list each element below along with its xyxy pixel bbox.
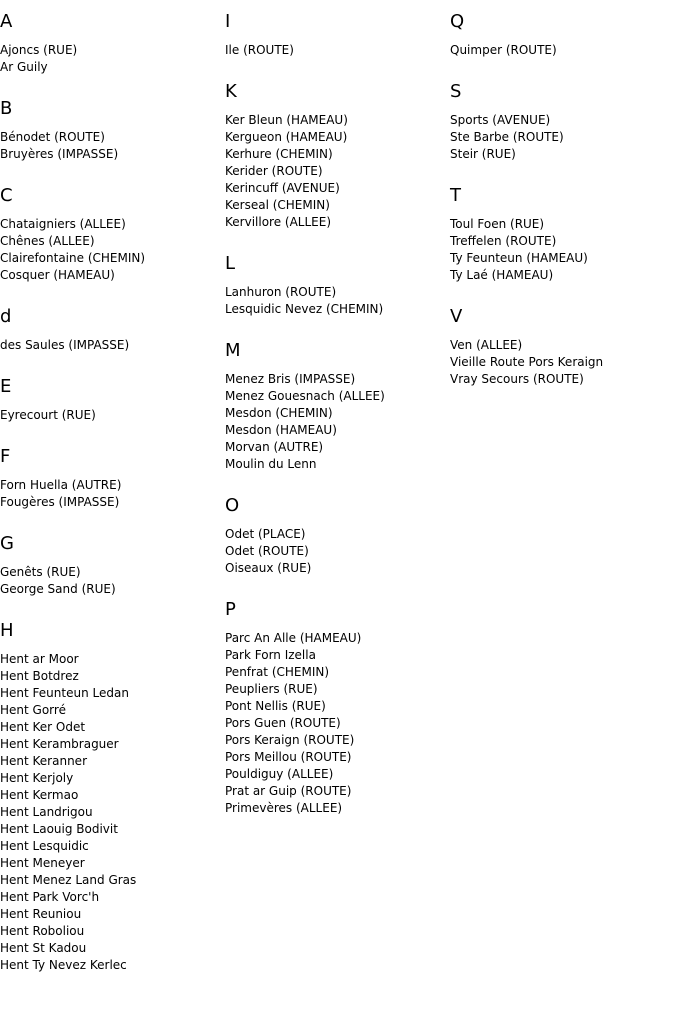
- letter-group-F: [0, 435, 220, 522]
- street-link[interactable]: Ker Bleun (HAMEAU): [225, 113, 348, 127]
- letter-group-E: [0, 365, 220, 435]
- street-link[interactable]: Kergueon (HAMEAU): [225, 130, 348, 144]
- letter-heading: M: [225, 340, 241, 361]
- street-list: [450, 103, 670, 174]
- letter-heading: B: [0, 98, 13, 119]
- street-link[interactable]: Primevères (ALLEE): [225, 801, 343, 815]
- letter-heading: Q: [450, 11, 465, 32]
- letter-group-A: [0, 0, 220, 87]
- street-link[interactable]: Ajoncs (RUE): [0, 43, 78, 57]
- street-link[interactable]: George Sand (RUE): [0, 582, 116, 596]
- street-link[interactable]: Vieille Route Pors Keraign: [450, 355, 604, 369]
- street-link[interactable]: Kervillore (ALLEE): [225, 215, 332, 229]
- street-list: [0, 33, 220, 87]
- letter-group-S: [450, 70, 670, 174]
- street-link[interactable]: Lanhuron (ROUTE): [225, 285, 337, 299]
- street-link[interactable]: Bruyères (IMPASSE): [0, 147, 119, 161]
- street-link[interactable]: Kerider (ROUTE): [225, 164, 323, 178]
- street-link[interactable]: Hent Ker Odet: [0, 720, 86, 734]
- street-link[interactable]: Pors Keraign (ROUTE): [225, 733, 355, 747]
- street-list: [450, 33, 670, 70]
- street-link[interactable]: Hent Feunteun Ledan: [0, 686, 129, 700]
- street-link[interactable]: Pont Nellis (RUE): [225, 699, 326, 713]
- letter-group-T: [450, 174, 670, 295]
- street-list: [0, 120, 220, 174]
- street-list: [450, 207, 670, 295]
- letter-group-O: [225, 484, 445, 588]
- street-link[interactable]: Bénodet (ROUTE): [0, 130, 105, 144]
- street-link[interactable]: Hent Kerjoly: [0, 771, 74, 785]
- street-list: [0, 642, 220, 985]
- street-link[interactable]: Moulin du Lenn: [225, 457, 317, 471]
- letter-group-M: [225, 329, 445, 484]
- street-link[interactable]: Odet (ROUTE): [225, 544, 309, 558]
- street-link[interactable]: Hent Ty Nevez Kerlec: [0, 958, 127, 972]
- street-link[interactable]: Ty Feunteun (HAMEAU): [450, 251, 588, 265]
- letter-heading: E: [0, 376, 12, 397]
- street-link[interactable]: Menez Gouesnach (ALLEE): [225, 389, 385, 403]
- street-list: [225, 275, 445, 329]
- street-link[interactable]: Eyrecourt (RUE): [0, 408, 96, 422]
- street-link[interactable]: Pouldiguy (ALLEE): [225, 767, 334, 781]
- street-list: [225, 621, 445, 828]
- letter-heading: H: [0, 620, 14, 641]
- street-link[interactable]: Penfrat (CHEMIN): [225, 665, 330, 679]
- letter-heading: K: [225, 81, 237, 102]
- letter-group-B: [0, 87, 220, 174]
- street-link[interactable]: Peupliers (RUE): [225, 682, 318, 696]
- street-link[interactable]: Steir (RUE): [450, 147, 516, 161]
- street-link[interactable]: Hent Park Vorc'h: [0, 890, 100, 904]
- letter-heading: C: [0, 185, 13, 206]
- street-link[interactable]: Hent Landrigou: [0, 805, 93, 819]
- letter-group-G: [0, 522, 220, 609]
- street-index-column-1: [0, 0, 220, 985]
- street-link[interactable]: Mesdon (CHEMIN): [225, 406, 333, 420]
- street-link[interactable]: Ar Guily: [0, 60, 48, 74]
- street-link[interactable]: Parc An Alle (HAMEAU): [225, 631, 362, 645]
- street-link[interactable]: Toul Foen (RUE): [450, 217, 545, 231]
- letter-heading: T: [450, 185, 461, 206]
- street-index-column-2: [225, 0, 445, 828]
- street-link[interactable]: Hent Menez Land Gras: [0, 873, 137, 887]
- street-link[interactable]: Kerhure (CHEMIN): [225, 147, 333, 161]
- street-link[interactable]: Ste Barbe (ROUTE): [450, 130, 564, 144]
- street-link[interactable]: Hent Reuniou: [0, 907, 82, 921]
- street-link[interactable]: Hent Botdrez: [0, 669, 79, 683]
- street-link[interactable]: Ven (ALLEE): [450, 338, 523, 352]
- street-link[interactable]: Hent ar Moor: [0, 652, 79, 666]
- street-link[interactable]: Hent Gorré: [0, 703, 66, 717]
- street-link[interactable]: Vray Secours (ROUTE): [450, 372, 584, 386]
- street-link[interactable]: Fougères (IMPASSE): [0, 495, 120, 509]
- street-link[interactable]: Morvan (AUTRE): [225, 440, 324, 454]
- letter-group-K: [225, 70, 445, 242]
- street-link[interactable]: des Saules (IMPASSE): [0, 338, 130, 352]
- letter-group-d: [0, 295, 220, 365]
- letter-heading: A: [0, 11, 13, 32]
- street-link[interactable]: Quimper (ROUTE): [450, 43, 557, 57]
- letter-group-H: [0, 609, 220, 985]
- street-link[interactable]: Ile (ROUTE): [225, 43, 294, 57]
- letter-group-V: [450, 295, 670, 399]
- letter-heading: I: [225, 11, 231, 32]
- street-list: [225, 33, 445, 70]
- street-link[interactable]: Prat ar Guip (ROUTE): [225, 784, 352, 798]
- street-link[interactable]: Kerincuff (AVENUE): [225, 181, 340, 195]
- letter-group-Q: [450, 0, 670, 70]
- letter-heading: S: [450, 81, 462, 102]
- street-link[interactable]: Pors Guen (ROUTE): [225, 716, 341, 730]
- letter-group-C: [0, 174, 220, 295]
- street-link[interactable]: Oiseaux (RUE): [225, 561, 312, 575]
- street-link[interactable]: Pors Meillou (ROUTE): [225, 750, 352, 764]
- street-link[interactable]: Lesquidic Nevez (CHEMIN): [225, 302, 384, 316]
- street-list: [0, 468, 220, 522]
- letter-heading: F: [0, 446, 11, 467]
- street-link[interactable]: Hent Roboliou: [0, 924, 85, 938]
- street-link[interactable]: Odet (PLACE): [225, 527, 306, 541]
- letter-heading: P: [225, 599, 236, 620]
- letter-group-L: [225, 242, 445, 329]
- street-list: [0, 398, 220, 435]
- street-link[interactable]: Chataigniers (ALLEE): [0, 217, 126, 231]
- letter-group-P: [225, 588, 445, 828]
- street-link[interactable]: Ty Laé (HAMEAU): [450, 268, 554, 282]
- street-link[interactable]: Hent Laouig Bodivit: [0, 822, 118, 836]
- street-list: [0, 207, 220, 295]
- street-link[interactable]: Hent Kermao: [0, 788, 79, 802]
- street-link[interactable]: Hent Lesquidic: [0, 839, 89, 853]
- street-link[interactable]: Hent Kerambraguer: [0, 737, 119, 751]
- street-list: [225, 103, 445, 242]
- street-list: [225, 362, 445, 484]
- letter-group-I: [225, 0, 445, 70]
- street-list: [450, 328, 670, 399]
- street-link[interactable]: Treffelen (ROUTE): [450, 234, 557, 248]
- street-link[interactable]: Hent St Kadou: [0, 941, 87, 955]
- street-list: [0, 328, 220, 365]
- letter-heading: G: [0, 533, 14, 554]
- street-link[interactable]: Clairefontaine (CHEMIN): [0, 251, 146, 265]
- letter-heading: L: [225, 253, 236, 274]
- street-link[interactable]: Menez Bris (IMPASSE): [225, 372, 356, 386]
- street-link[interactable]: Kerseal (CHEMIN): [225, 198, 330, 212]
- street-link[interactable]: Chênes (ALLEE): [0, 234, 95, 248]
- letter-heading: d: [0, 306, 12, 327]
- street-link[interactable]: Hent Meneyer: [0, 856, 85, 870]
- street-link[interactable]: Genêts (RUE): [0, 565, 81, 579]
- street-link[interactable]: Forn Huella (AUTRE): [0, 478, 122, 492]
- letter-heading: V: [450, 306, 463, 327]
- street-link[interactable]: Cosquer (HAMEAU): [0, 268, 115, 282]
- street-link[interactable]: Park Forn Izella: [225, 648, 316, 662]
- street-list: [225, 517, 445, 588]
- street-link[interactable]: Mesdon (HAMEAU): [225, 423, 337, 437]
- street-list: [0, 555, 220, 609]
- street-link[interactable]: Sports (AVENUE): [450, 113, 551, 127]
- letter-heading: O: [225, 495, 240, 516]
- street-index-column-3: [450, 0, 670, 399]
- street-link[interactable]: Hent Keranner: [0, 754, 87, 768]
